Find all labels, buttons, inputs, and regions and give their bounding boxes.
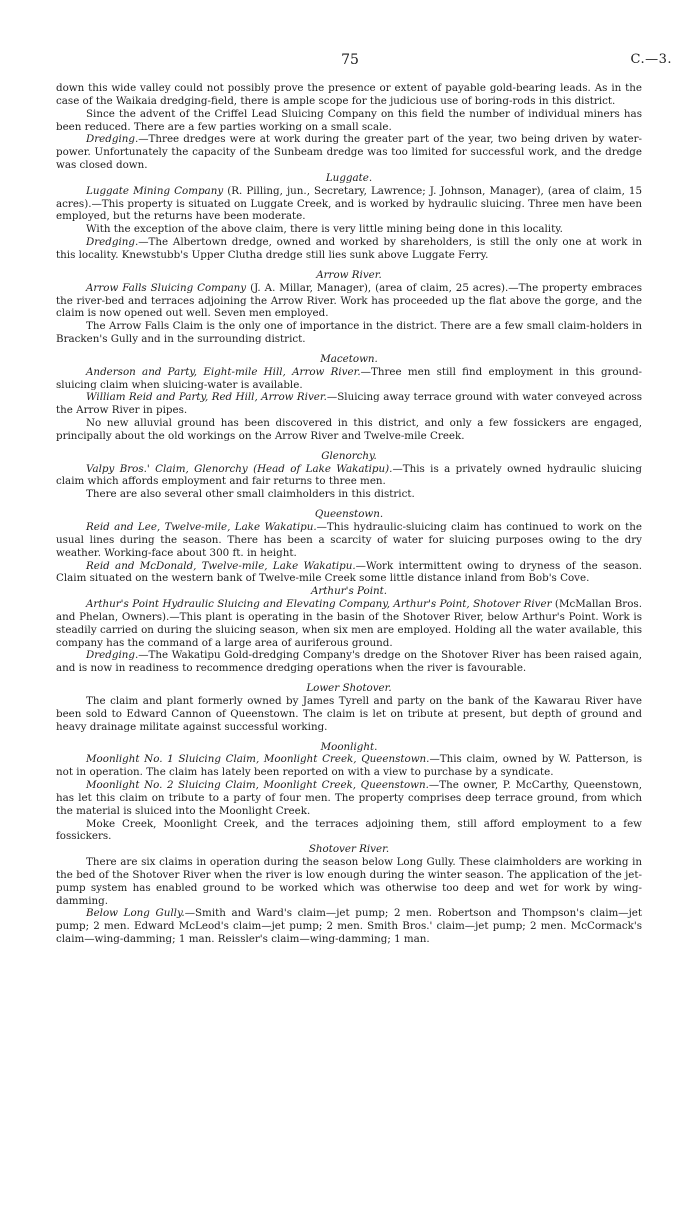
- page-number: 75: [341, 52, 359, 68]
- section-heading-glenorchy: Glenorchy.: [321, 449, 377, 462]
- paragraph: With the exception of the above claim, there is very little mining being done in this locality.: [86, 223, 563, 236]
- paragraph: Moonlight No. 1 Sluicing Claim, Moonlight Creek, Queenstown.—This claim, owned by W. Patterson, is not in operation. The claim has lately been reported on with a view to purchase by a syndicate.: [56, 753, 643, 779]
- paragraph: Reid and McDonald, Twelve-mile, Lake Wakatipu.—Work intermittent owing to dryness of the season. Claim situated on the western bank of Twelve-mile Creek some little distance inland from Bob's Cove.: [56, 559, 643, 585]
- paragraph: Reid and Lee, Twelve-mile, Lake Wakatipu.—This hydraulic-sluicing claim has continued to work on the usual lines during the season. There has been a scarcity of water for sluicing purposes owing to the dry weather. Working-face about 300 ft. in height.: [56, 521, 642, 559]
- paragraph: Luggate Mining Company (R. Pilling, jun., Secretary, Lawrence; J. Johnson, Manager), (area of claim, 15 acres).—This property is situated on Luggate Creek, and is worked by hydraulic sluicing. Three men have been employed, but the returns have been moderate.: [56, 184, 643, 223]
- report-body: [56, 82, 642, 946]
- paragraph: Dredging.—The Wakatipu Gold-dredging Company's dredge on the Shotover River has been raised again, and is now in readiness to recommence dredging operations when the river is favourable.: [56, 649, 642, 675]
- paragraph: Arthur's Point Hydraulic Sluicing and Elevating Company, Arthur's Point, Shotover River (McMallan Bros. and Phelan, Owners).—This plant is operating in the basin of the Shotover River, below Arthur's Point. Work is steadily carried on during the sluicing season, when six men are employed. Holding all the water available, this company has the command of a large area of auriferous ground.: [56, 598, 642, 649]
- paragraph: No new alluvial ground has been discovered in this district, and only a few fossickers are engaged, principally about the old workings on the Arrow River and Twelve-mile Creek.: [56, 417, 642, 442]
- paragraph: down this wide valley could not possibly prove the presence or extent of payable gold-bearing leads. As in the case of the Waikaia dredging-field, there is ample scope for the judicious use of boring-rods in this district.: [56, 82, 642, 107]
- section-heading-queenstown: Queenstown.: [314, 508, 384, 521]
- paragraph: William Reid and Party, Red Hill, Arrow River.—Sluicing away terrace ground with water conveyed across the Arrow River in pipes.: [56, 391, 642, 417]
- section-heading-macetown: Macetown.: [320, 352, 378, 365]
- section-heading-arrow-river: Arrow River.: [316, 268, 382, 281]
- paragraph: Arrow Falls Sluicing Company (J. A. Millar, Manager), (area of claim, 25 acres).—The property embraces the river-bed and terraces adjoining the Arrow River. Work has proceeded up the flat above the gorge, and the claim is now opened out well. Seven men employed.: [56, 281, 642, 320]
- section-heading-luggate: Luggate.: [325, 171, 373, 184]
- paragraph: The claim and plant formerly owned by James Tyrell and party on the bank of the Kawarau River have been sold to Edward Cannon of Queenstown. The claim is let on tribute at present, but depth of ground and heavy drainage militate against successful working.: [56, 694, 642, 733]
- paragraph: Moke Creek, Moonlight Creek, and the terraces adjoining them, still afford employment to a few fossickers.: [56, 817, 642, 843]
- paragraph: Anderson and Party, Eight-mile Hill, Arrow River.—Three men still find employment in this ground-sluicing claim when sluicing-water is available.: [56, 365, 643, 391]
- paragraph: Dredging.—Three dredges were at work during the greater part of the year, two being driven by water-power. Unfortunately the capacity of the Sunbeam dredge was too limited for successful work, and the dredge was closed down.: [56, 133, 642, 172]
- paragraph: Moonlight No. 2 Sluicing Claim, Moonlight Creek, Queenstown.—The owner, P. McCarthy, Queenstown, has let this claim on tribute to a party of four men. The property comprises deep terrace ground, from which the material is sluiced into the Moonlight Creek.: [56, 779, 643, 817]
- paragraph: Dredging.—The Albertown dredge, owned and worked by shareholders, is still the only one at work in this locality. Knewstubb's Upper Clutha dredge still lies sunk above Luggate Ferry.: [56, 236, 642, 261]
- paragraph: There are also several other small claimholders in this district.: [86, 488, 415, 501]
- section-heading-lower-shotover: Lower Shotover.: [306, 682, 392, 695]
- paragraph: Below Long Gully.—Smith and Ward's claim—jet pump; 2 men. Robertson and Thompson's claim—jet pump; 2 men. Edward McLeod's claim—jet pump; 2 men. Smith Bros.' claim—jet pump; 2 men. McCormack's claim—wing-damming; 1 man. Reissler's claim—wing-damming; 1 man.: [56, 907, 642, 946]
- section-heading-moonlight: Moonlight.: [320, 740, 378, 753]
- paragraph: Since the advent of the Criffel Lead Sluicing Company on this field the number of individual miners has been reduced. There are a few parties working on a small scale.: [56, 107, 642, 133]
- section-heading-shotover-river: Shotover River.: [308, 843, 390, 856]
- paragraph: Valpy Bros.' Claim, Glenorchy (Head of Lake Wakatipu).—This is a privately owned hydraulic sluicing claim which affords employment and fair returns to three men.: [56, 462, 642, 488]
- document-reference: C.—3.: [630, 52, 672, 67]
- section-heading-arthurs-point: Arthur's Point.: [310, 585, 388, 598]
- paragraph: The Arrow Falls Claim is the only one of importance in the district. There are a few small claim-holders in Bracken's Gully and in the surrounding district.: [56, 320, 642, 346]
- paragraph: There are six claims in operation during the season below Long Gully. These claimholders are working in the bed of the Shotover River when the river is low enough during the winter season. The application of the jet-pump system has enabled ground to be worked which was otherwise too deep and wet for work by wing-damming.: [56, 856, 642, 907]
